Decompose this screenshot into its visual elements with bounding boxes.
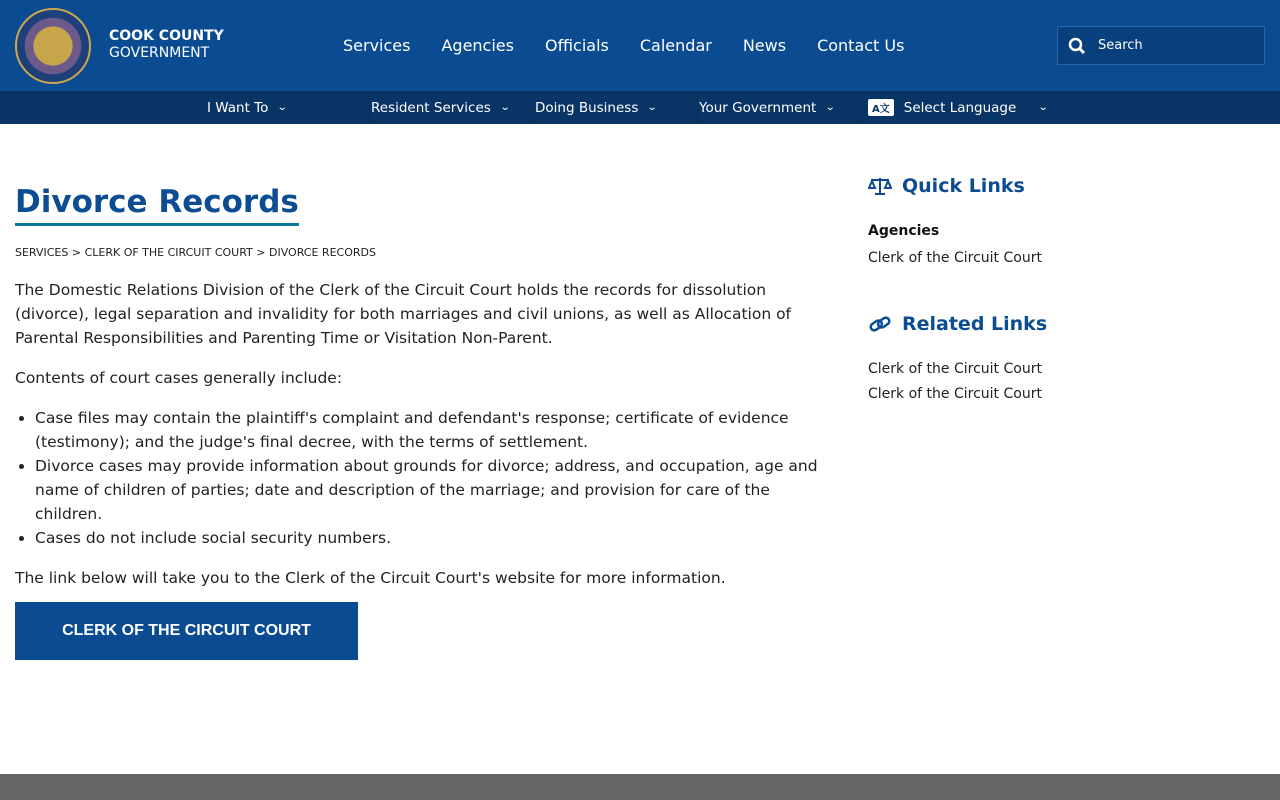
breadcrumb: SERVICES > CLERK OF THE CIRCUIT COURT > DIVORCE RECORDS xyxy=(15,246,376,259)
chevron-down-icon: ⌄ xyxy=(1037,102,1049,113)
breadcrumb-current: DIVORCE RECORDS xyxy=(269,246,376,259)
related-links-heading xyxy=(868,313,1168,335)
contents-list xyxy=(35,406,835,550)
subnav-label: Doing Business xyxy=(535,99,639,116)
chevron-down-icon: ⌄ xyxy=(277,102,289,113)
main-content xyxy=(15,278,835,606)
clerk-circuit-court-button[interactable]: CLERK OF THE CIRCUIT COURT xyxy=(15,602,358,660)
nav-contact-us[interactable]: Contact Us xyxy=(817,36,905,55)
quick-links-heading xyxy=(868,175,1168,197)
nav-agencies[interactable]: Agencies xyxy=(441,36,514,55)
sub-nav xyxy=(0,91,1280,124)
related-link[interactable]: Clerk of the Circuit Court xyxy=(868,361,1042,377)
main-nav xyxy=(343,36,935,55)
chevron-down-icon: ⌄ xyxy=(499,102,511,113)
brand-line2: GOVERNMENT xyxy=(109,45,210,61)
subnav-label: I Want To xyxy=(207,99,269,116)
outro-paragraph: The link below will take you to the Clerk of the Circuit Court's website for more information. xyxy=(15,569,726,587)
subnav-label: Select Language xyxy=(903,99,1017,116)
list-item: • Case files may contain the plaintiff's complaint and defendant's response; certificate of evidence (testimony); and the judge's final decree, with the terms of settlement. xyxy=(35,406,835,454)
search-placeholder: Search xyxy=(1098,38,1143,53)
subnav-resident-services[interactable] xyxy=(369,91,509,124)
breadcrumb-services[interactable]: SERVICES xyxy=(15,246,69,259)
subnav-label: Resident Services xyxy=(371,99,491,116)
nav-news[interactable]: News xyxy=(742,36,787,55)
language-select[interactable] xyxy=(861,91,1051,124)
link-icon xyxy=(868,314,892,334)
brand-line1: COOK COUNTY xyxy=(109,28,224,44)
subnav-your-government[interactable] xyxy=(697,91,835,124)
intro-paragraph: The Domestic Relations Division of the Clerk of the Circuit Court holds the records for dissolution (divorce), legal separation and invalidity for both marriages and civil unions, as well as Allocation of Parental Responsibilities and Parenting Time or Visitation Non-Parent. xyxy=(15,281,792,347)
chevron-down-icon: ⌄ xyxy=(647,102,659,113)
search-input[interactable] xyxy=(1057,26,1265,65)
list-item: • Divorce cases may provide information about grounds for divorce; address, and occupation, age and name of children of parties; date and description of the marriage; and provision for care of the children. xyxy=(35,454,835,526)
agencies-heading: Agencies xyxy=(868,223,940,239)
nav-officials[interactable]: Officials xyxy=(544,36,609,55)
scale-icon xyxy=(868,176,892,196)
chevron-down-icon: ⌄ xyxy=(825,102,836,113)
sidebar xyxy=(868,175,1168,407)
related-link[interactable]: Clerk of the Circuit Court xyxy=(868,386,1042,402)
nav-services[interactable]: Services xyxy=(343,36,411,55)
nav-calendar[interactable]: Calendar xyxy=(639,36,712,55)
subnav-label: Your Government xyxy=(699,99,817,116)
agency-link[interactable]: Clerk of the Circuit Court xyxy=(868,250,1042,266)
search-icon xyxy=(1068,37,1086,55)
translate-icon: A文 xyxy=(868,99,894,116)
quick-links-title: Quick Links xyxy=(902,175,1025,197)
contents-label: Contents of court cases generally include: xyxy=(15,369,343,387)
related-links-title: Related Links xyxy=(902,313,1048,335)
header xyxy=(0,0,1280,91)
list-item: • Cases do not include social security numbers. xyxy=(35,526,835,550)
subnav-i-want-to[interactable] xyxy=(206,91,287,124)
breadcrumb-clerk[interactable]: CLERK OF THE CIRCUIT COURT xyxy=(84,246,253,259)
county-seal-logo[interactable] xyxy=(15,8,91,84)
subnav-doing-business[interactable] xyxy=(533,91,657,124)
brand[interactable] xyxy=(109,28,224,62)
footer xyxy=(0,774,1280,800)
page-title: Divorce Records xyxy=(15,183,299,226)
